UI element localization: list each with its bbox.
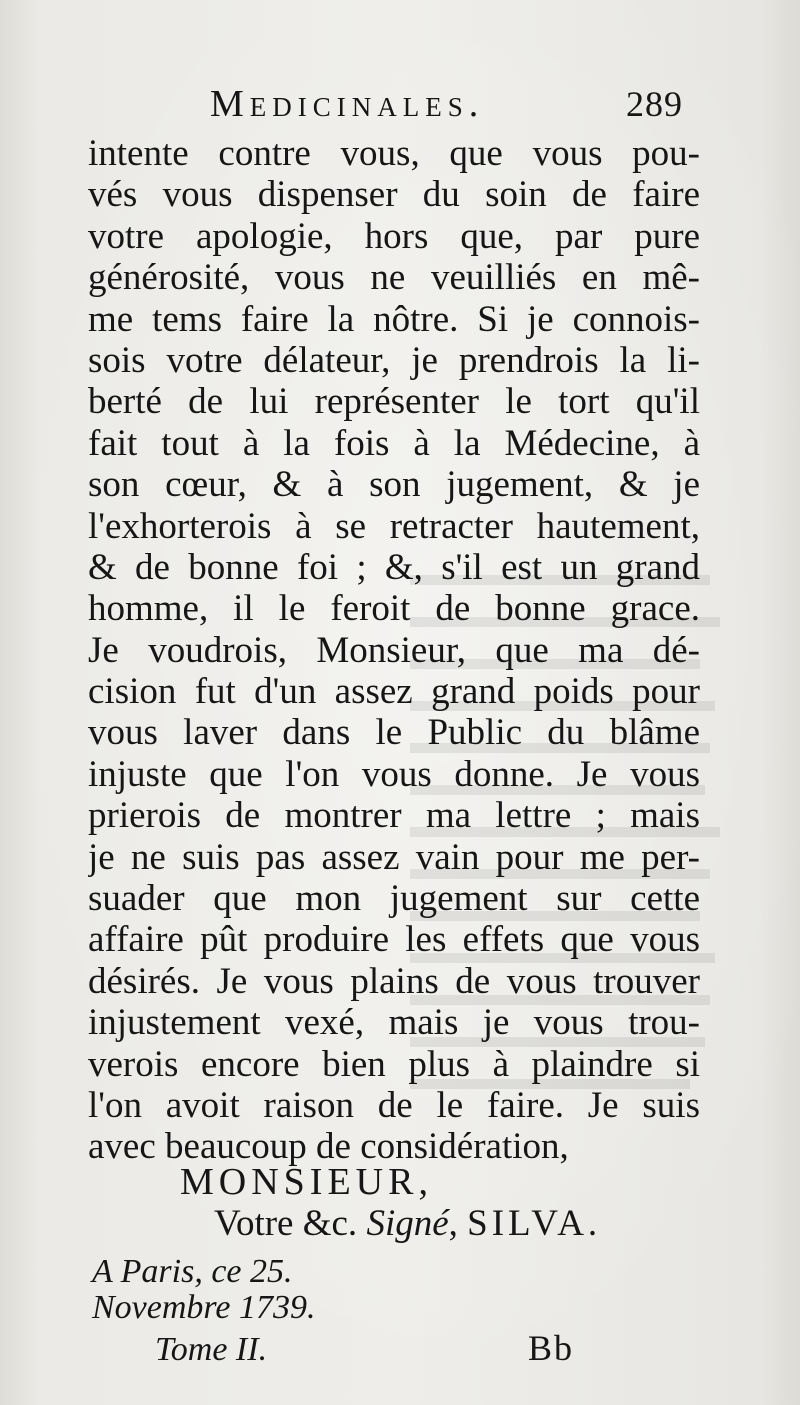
text-line: cision fut d'un assez grand poids pour bbox=[88, 671, 700, 713]
text-line: l'exhorterois à se retracter hautement, bbox=[88, 505, 700, 547]
text-line: avec beaucoup de considération, bbox=[88, 1126, 569, 1168]
text-line: désirés. Je vous plains de vous trouver bbox=[88, 960, 700, 1002]
text-line: injustement vexé, mais je vous trou- bbox=[88, 1002, 700, 1044]
text-line: homme, il le feroit de bonne grace. bbox=[88, 588, 700, 630]
text-line: fait tout à la fois à la Médecine, à bbox=[88, 422, 700, 464]
volume-mark: Tome II. bbox=[155, 1331, 268, 1368]
text-line: prierois de montrer ma lettre ; mais bbox=[88, 795, 700, 837]
text-line: & de bonne foi ; &, s'il est un grand bbox=[88, 546, 700, 588]
text-line: générosité, vous ne veuilliés en mê- bbox=[88, 257, 700, 299]
text-line: berté de lui représenter le tort qu'il bbox=[88, 381, 700, 423]
letter-body bbox=[88, 133, 700, 1168]
text-line: son cœur, & à son jugement, & je bbox=[88, 464, 700, 506]
text-line: verois encore bien plus à plaindre si bbox=[88, 1043, 700, 1085]
text-line: l'on avoit raison de le faire. Je suis bbox=[88, 1084, 700, 1126]
text-line: affaire pût produire les effets que vous bbox=[88, 919, 700, 961]
page-number: 289 bbox=[626, 84, 683, 124]
text-line: Je voudrois, Monsieur, que ma dé- bbox=[88, 629, 700, 671]
text-line: injuste que l'on vous donne. Je vous bbox=[88, 753, 700, 795]
signature-prefix: Votre &c. bbox=[214, 1203, 358, 1244]
text-line: votre apologie, hors que, par pure bbox=[88, 215, 700, 257]
signature-line bbox=[214, 1202, 601, 1246]
text-line: intente contre vous, que vous pou- bbox=[88, 133, 700, 174]
text-line: vous laver dans le Public du blâme bbox=[88, 712, 700, 754]
date-line-place: A Paris, ce 25. bbox=[92, 1253, 293, 1290]
text-line: vés vous dispenser du soin de faire bbox=[88, 174, 700, 216]
text-line: je ne suis pas assez vain pour me per- bbox=[88, 836, 700, 878]
signe-word: Signé bbox=[366, 1203, 449, 1244]
salutation: MONSIEUR, bbox=[180, 1161, 433, 1203]
signatory-name: SILVA. bbox=[467, 1203, 602, 1244]
text-line: sois votre délateur, je prendrois la li- bbox=[88, 339, 700, 381]
text-line: suader que mon jugement sur cette bbox=[88, 878, 700, 920]
running-head: Medicinales. bbox=[210, 83, 485, 125]
signature-comma: , bbox=[448, 1203, 468, 1244]
text-line: me tems faire la nôtre. Si je connois- bbox=[88, 298, 700, 340]
date-line-month-year: Novembre 1739. bbox=[92, 1289, 316, 1326]
signature-mark: Bb bbox=[528, 1328, 575, 1368]
page-header bbox=[0, 78, 800, 128]
